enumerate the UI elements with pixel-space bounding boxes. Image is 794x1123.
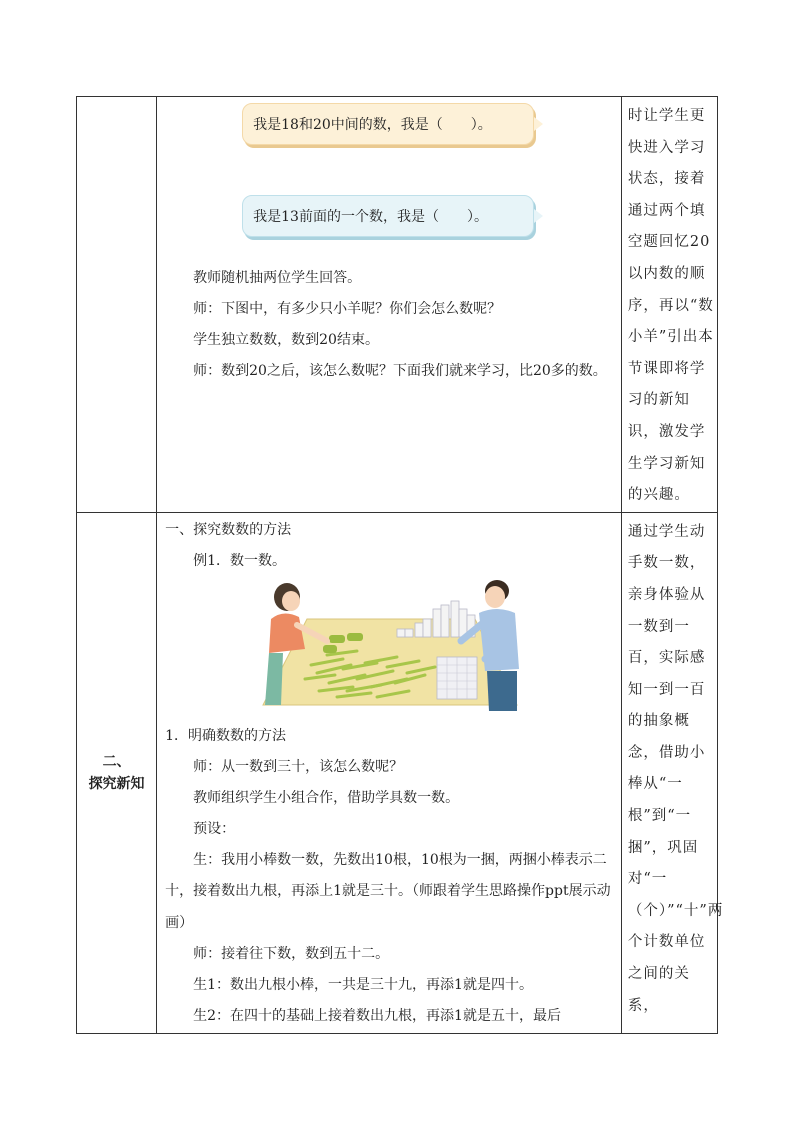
bubble-tail-1 xyxy=(534,117,543,131)
stage-cell xyxy=(77,512,157,1033)
paragraph: 预设： xyxy=(193,820,236,837)
design-intent-text: 时让学生更快进入学习状态，接着通过两个填空题回忆20以内数的顺序，再以“数小羊”引出本节课即将学习的新知识，激发学生学习新知的兴趣。 xyxy=(627,108,714,504)
method-heading: 1．明确数数的方法 xyxy=(165,727,287,744)
main-content-cell xyxy=(157,97,622,513)
speech-bubble-1: 我是18和20中间的数，我是（ ）。 xyxy=(242,103,534,145)
section-heading: 一、探究数数的方法 xyxy=(165,521,292,538)
paragraph: 师：数到20之后，该怎么数呢？下面我们就来学习，比20多的数。 xyxy=(193,363,607,379)
paragraph: 生1：数出九根小棒，一共是三十九，再添1就是四十。 xyxy=(193,976,533,993)
main-content-cell xyxy=(157,512,622,1033)
example-title: 例1．数一数。 xyxy=(193,552,287,569)
design-intent-cell xyxy=(621,512,724,1033)
design-intent-text: 通过学生动手数一数，亲身体验从一数到一百，实际感知一到一百的抽象概念，借助小棒从“一根”到“一捆”，巩固对“一（个）”“十”两个计数单位之间的关系， xyxy=(627,523,724,1014)
paragraph: 师：从一数到三十，该怎么数呢？ xyxy=(193,758,404,775)
design-intent-cell xyxy=(621,97,717,513)
stage-number: 二、 xyxy=(102,753,131,770)
stage-title: 探究新知 xyxy=(88,775,145,792)
counting-sticks-illustration xyxy=(247,579,533,715)
paragraph: 师：下图中，有多少只小羊呢？你们会怎么数呢？ xyxy=(193,301,502,317)
table-row xyxy=(77,512,718,1033)
cube-grid xyxy=(437,657,477,699)
paragraph: 师：接着往下数，数到五十二。 xyxy=(193,945,390,962)
paragraph: 学生独立数数，数到20结束。 xyxy=(193,332,379,348)
paragraph: 教师组织学生小组合作，借助学具数一数。 xyxy=(193,789,460,806)
paragraph: 生2：在四十的基础上接着数出九根，再添1就是五十，最后 xyxy=(193,1007,561,1024)
bubble-tail-2 xyxy=(534,209,543,223)
speech-bubble-2: 我是13前面的一个数，我是（ ）。 xyxy=(242,195,534,237)
paragraph: 教师随机抽两位学生回答。 xyxy=(193,270,362,286)
paragraph: 生：我用小棒数一数，先数出10根，10根为一捆，两捆小棒表示二十，接着数出九根，再添上1就是三十。（师跟着学生思路操作ppt展示动画） xyxy=(165,851,611,931)
table-row xyxy=(77,97,718,513)
lesson-plan-table xyxy=(76,96,724,1034)
stage-cell-empty xyxy=(77,97,157,513)
